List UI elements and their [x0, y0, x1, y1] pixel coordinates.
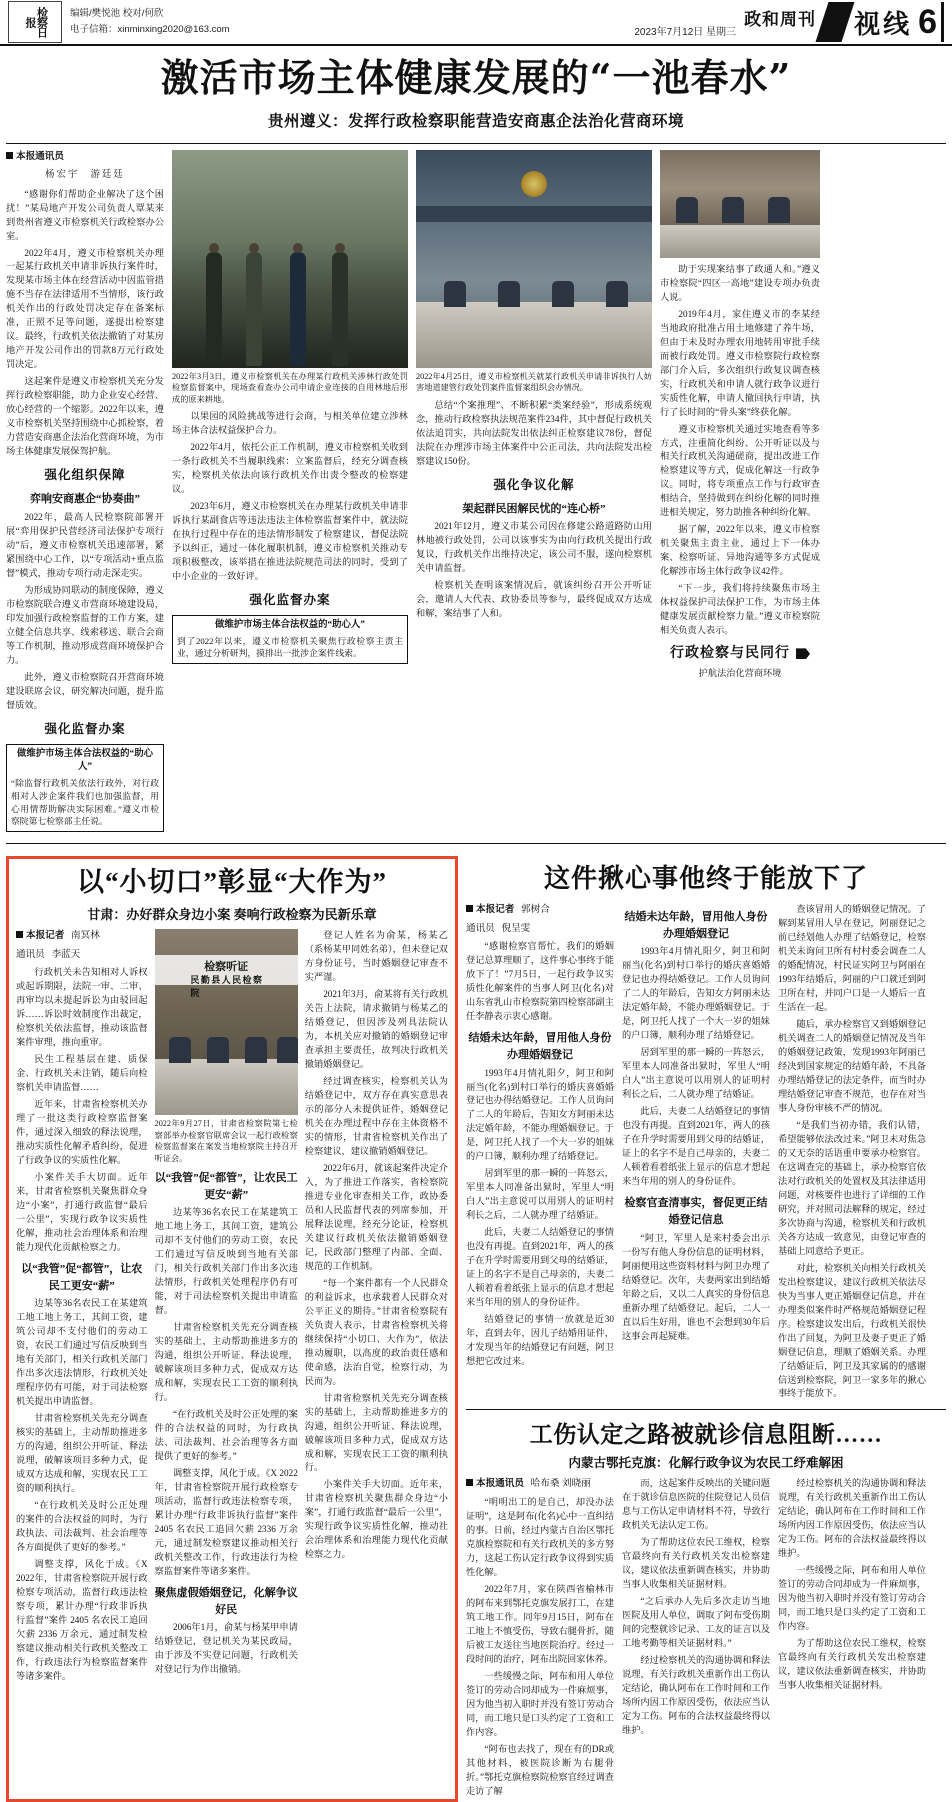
divider	[6, 843, 946, 844]
paragraph: 2022年4月，依托公正工作机制，遵义市检察机关收到一条行政机关不当履职线索：立案监督后，经充分调查核实，检察机关依法向该行政机关作出责令整改的检察建议。	[172, 442, 408, 495]
byline	[466, 1477, 614, 1492]
paragraph: 此外，遵义市检察院召开营商环境建设联席会议，研究解决问题，提升监督质效。	[6, 671, 164, 710]
article2-col-3	[305, 929, 448, 1687]
paragraph: 居到军里的那一瞬的一阵怒云，军里本人同准备出狱时，军里人“明白人”出主意说可以用别人的证明村利长之后，二人就办理了结婚证。	[466, 1168, 614, 1221]
paragraph: “是我们当初办错，我们认错，希望能够依法改过来。”阿卫未对焦急的又无奈的话语重申要承办检察官。在这调查完的基础上，承办检察官依法对行政机关的处置权及其法律适用问题，对核要件也进行了详细的工作研究，并对照司法解释的规定，经过多次协商与沟通，检察机关和行政机关各方达成一致意见，由登记审查的基础上同意给予更正。	[778, 1119, 926, 1256]
paragraph: 边某等36名农民工在某建筑工地工地上务工，其间工资，建筑公司却不支付他们的劳动工资，农民工们通过写信反映到当地有关部门，相关行政机关部门作出多次违法情形，行政机关处理程序仍有可能，对于司法检察机关提出申请监督。	[16, 1298, 148, 1407]
pullquote-title: 做维护市场主体合法权益的“助心人”	[214, 619, 365, 630]
article4-columns	[466, 1477, 946, 1801]
photo-table	[660, 225, 820, 257]
photo-field-visit	[172, 150, 408, 368]
section-heading: 以“我管”促“都管”，让农民工更安“薪”	[154, 1172, 298, 1201]
photo-banner-text-1: 检察听证	[204, 960, 249, 973]
paragraph: 边某等36名农民工在某建筑工地工地上务工，其间工资，建筑公司却不支付他们的劳动工资，农民工们通过写信反映到当地有关部门，相关行政机关部门作出多次违法情形，行政机关处理程序仍有可能，对于司法检察机关提出申请监督。	[154, 1207, 298, 1316]
lead-article	[0, 150, 952, 837]
photo-person	[207, 1037, 229, 1063]
paragraph: 总结“个案推理”、不断积累“类案经验”，形成系统观念，推动行政检察执法规范案件234件，其中督促行政机关依法追罚实，共向法院发出依法纠正检察建议78份，督促法院在办理涉市场主体案件中公正司法，共向法院发出检察建议150份。	[416, 399, 652, 466]
paragraph: 对此，检察机关向相关行政机关发出检察建议，建议行政机关依法尽快为当事人更正婚姻登记信息，并在办理类似案件时严格规范婚姻登记程序。检察建议发出后，行政机关很快作出了回复，为阿卫及妻子更正了婚姻登记信息，理顺了婚姻关系。办理了结婚证后，阿卫及其家属的的感谢信送到检察院，阿卫一家多年的揪心事终于能放下。	[778, 1262, 926, 1399]
byline-name: 郭树合	[521, 904, 550, 916]
square-bullet-icon	[466, 905, 473, 912]
photo-person	[444, 281, 466, 307]
paragraph: 甘肃省检察机关先充分调查核实的基础上，主动帮助推进多方的沟通，组织公开听证、释法说理，破解该项目多种力式，促成双方达成和解，实现农民工工资的顺利执行。	[154, 1322, 298, 1403]
paragraph: 2022年，最高人民检察院部署开展“弈用保护民营经济司法保护专项行动”后，遵义市检察机关迅速部署，紧紧围绕中心工作，以“专项活动+重点监督”模式，推动专项行动走深走实。	[6, 511, 164, 578]
masthead-rule	[941, 2, 944, 42]
pullquote-text: 到了2022年以来，遵义市检察机关聚焦行政检察主责主业，通过分析研判，摸排出一批涉企案件线索。	[177, 635, 403, 659]
lead-col-3	[416, 150, 652, 837]
paragraph: 经过检察机关的沟通协调和释法说理，有关行政机关重新作出工伤认定结论，确认阿布在工作时间和工作场所内因工作原因受伤，依法应当认定为工伤。阿布的合法权益最终得以维护。	[622, 1655, 770, 1736]
byline-label: 本报通讯员	[16, 150, 64, 162]
lead-col-4	[660, 150, 820, 837]
square-bullet-icon	[16, 931, 23, 938]
logo-text: 检察日报	[24, 7, 48, 37]
article2-columns	[16, 929, 448, 1687]
paragraph: 小案件关手大切面。近年来，甘肃省检察机关聚焦群众身边“小案”，打通行政监督“最后一公里”，实现行政争议实质性化解，推动社会治理体系和治理能力现代化贡献检察之力。	[304, 1479, 448, 1560]
byline-label: 本报通讯员	[476, 1478, 524, 1490]
photo-caption: 2022年4月25日，遵义市检察机关就某行政机关申请非诉执行人妨害地道建管行政处罚案件监督案组织会办情况。	[416, 371, 652, 393]
section-heading: 强化监督办案	[44, 721, 126, 736]
byline-label: 本报记者	[476, 904, 515, 916]
byline-name: 哈布桑 刘晓丽	[530, 1478, 591, 1490]
photo-table	[155, 1059, 298, 1115]
paragraph: 结婚登记的事情一放就是近30年，直到去年，因儿子结婚用证件，才发现当年的结婚登记有问题，阿卫想把它改过来。	[466, 1314, 614, 1367]
paragraph: 2023年6月，遵义市检察机关在办理某行政机关申请非诉执行某副食店等违法违法主体检察监督案件中，就法院在执行过程中存在的违法情形制发了检察建议，督促法院予以纠正，通过一体化履职机制，遵义市检察机关推动专项积极整改，该举措在推进法院规范司法的同时，受到了中小企业的一致好评。	[172, 501, 408, 581]
photo-person	[206, 252, 222, 365]
lead-col-1	[6, 150, 164, 837]
issue-date	[634, 0, 744, 44]
paragraph: “之后承办人先后多次走访当地医院及用人单位，调取了阿布受伤期间的完整就诊记录、工友的证言以及工地考勤等相关证据材料。”	[622, 1596, 770, 1649]
paragraph: “在行政机关及时公正处理的案件的合法权益的同时，为行政执法、司法裁判、社会治理等各方面提供了更好的参考。”	[154, 1409, 298, 1462]
section-heading: 检察官查清事实，督促更正结婚登记信息	[624, 1197, 768, 1226]
photo-person	[332, 252, 348, 365]
byline-label: 通讯员	[466, 922, 495, 934]
paragraph: “明明出工的是自己，却没办法证明”，这是阿布(化名)心中一直纠结的事。日前，经过内蒙古自治区鄂托克旗检察院和有关行政机关的多方努力，这起工伤认定行政争议得到实质性化解。	[466, 1497, 615, 1577]
byline-name: 南冥林	[71, 930, 100, 942]
photo-person	[277, 1037, 298, 1063]
photo-meeting	[660, 150, 820, 258]
article2-col-1	[16, 929, 148, 1687]
paragraph: 登记人姓名为俞某，杨某乙（系杨某甲同姓名弟），但未登记双方身份证号，当时婚姻登记审查不实严谨。	[304, 930, 448, 983]
byline-name: 倪呈雯	[501, 922, 531, 934]
article4-title: 工伤认定之路被就诊信息阻断……	[529, 1422, 883, 1448]
bottom-section	[0, 850, 952, 1802]
paragraph: 2021年12月，遵义市某公司因在修建公路道路防山用林地被行政处罚，公司以该事实为由向行政机关提出行政复议，行政机关作出维持决定，该公司不服，遂向检察机关申请监督。	[416, 521, 652, 574]
paragraph: “阿卫，军里人是来村委会出示一份写有他人身份信息的证明材料，阿丽便用这些资料材料与阿卫办理了结婚登记。次年，夫妻两家出到结婚年龄之后，又以二人真实的身份信息重新办理了结婚登记。起后，二人一直以后生好用，谁也不会想到30年后这事会再起疑难。	[622, 1232, 770, 1341]
paragraph: 2021年3月，俞某将有关行政机关告上法院，请求撤销与杨某乙的结婚登记，但因涉及列具法院认为，本机关应对撤销的婚姻登记审查承担主要责任，故判决行政机关撤销婚姻登记。	[304, 989, 448, 1069]
paragraph: 此后，夫妻二人结婚登记的事情也没有再提。直到2021年，两人的孩子在升学时需要用到父母的结婚证，证上的名字不是自己母亲的，夫妻二人顿着看着纸张上显示的信息才想起来当年用的别人的身份证件。	[466, 1227, 614, 1308]
article4-col-1	[466, 1477, 614, 1801]
article4-subtitle: 内蒙古鄂托克旗：化解行政争议为农民工纾难解困	[568, 1456, 844, 1471]
photo-person	[722, 197, 744, 223]
article3-title: 这件揪心事他终于能放下了	[543, 864, 868, 894]
byline-names: 杨宏宇 游廷廷	[45, 170, 125, 181]
article4-col-3	[778, 1477, 926, 1801]
photo-caption: 2022年3月3日，遵义市检察机关在办理某行政机关涉林行政处罚检察监督案中，现场查看查办公司申请企业连接的自用林地后形成的原来耕地。	[172, 371, 408, 404]
paragraph: 调整支撑，风化于成。《X 2022年，甘肃省检察院开展行政检察专项活动，监督行政违法检察专项，累计办理“行政非诉执行监督”案件 2405 名农民工追回欠薪 2336 万余元，通过制发检察建议推动相关行政机关整改工作，行政违法行为检察监督案件等诸多案件。	[16, 1559, 148, 1681]
paragraph: 为了帮助这位农民工维权，检察官最终向有关行政机关发出检察建议，建议依法重新调查核实，并协助当事人收集相关证据材料。	[622, 1537, 770, 1590]
paragraph: “每一个案件都有一个人民群众的利益诉求，也承载着人民群众对公平正义的期待。”甘肃省检察院有关负责人表示，甘肃省检察机关将继续保持“小切口、大作为”，依法推动履职，以高度的政治责任感和使命感，法治自觉，检察行动，为民而为。	[304, 1277, 448, 1386]
byline-label: 本报记者	[26, 930, 65, 942]
section-heading: 聚焦虚假婚姻登记，化解争议好民	[154, 1587, 298, 1616]
lead-col-2	[172, 150, 408, 837]
paragraph: “阿布也去找了，现在有的DR或其他材料，被医院诊断为右腿骨折。”鄂托克旗检察院检察官经过调查走访了解	[466, 1743, 614, 1796]
paragraph: 遵义市检察机关通过实地查看等多方式，注重简化纠纷、公开听证以及与相关行政机关沟通磋商，提出改进工作检察建议等方式，促成化解这一行政争议。同时，将专项重点工作与行政审查相结合，坚持做到在纠纷化解的同时推进相关规定，努力助推各种纠纷化解。	[660, 423, 820, 518]
article4-col-2	[622, 1477, 770, 1801]
section-name: 视线	[854, 9, 913, 39]
highlighted-article	[6, 856, 458, 1802]
paragraph: 经过检察机关的沟通协调和释法说理，有关行政机关重新作出工伤认定结论，确认阿布在工作时间和工作场所内因工作原因受伤，依法应当认定为工伤。阿布的合法权益最终得以维护。	[778, 1478, 926, 1559]
journal-name: 政和周刊	[744, 10, 817, 29]
paragraph: “感谢检察官帮忙，我们的婚姻登记总算理顺了，这件事心事终于能放下了！”7月5日，一起行政争议实质性化解案件的当事人阿卫(化名)对山东省乳山市检察院第四检察部副主任李静表示衷心感谢。	[466, 941, 614, 1022]
paragraph: 一些缓慢之际，阿布和用人单位签订的劳动合同却成为一件麻烦事，因为他当初入职时并没有签订劳动合同，而工地只是口头约定了工资和工作内容。	[778, 1565, 926, 1632]
photo-person	[245, 1037, 267, 1063]
photo-table	[416, 302, 652, 367]
section-heading: 结婚未达年龄，冒用他人身份办理婚姻登记	[624, 911, 768, 940]
photo-banner	[416, 206, 652, 222]
article2-subtitle: 甘肃：办好群众身边小案 奏响行政检察为民新乐章	[87, 907, 377, 923]
paragraph: 近年来，甘肃省检察机关办理了一批这类行政检察监督案件，通过深入细致的释法说理，推动实质性化解矛盾纠纷，促进了行政争议的实质性化解。	[16, 1099, 148, 1166]
paragraph: 甘肃省检察机关先充分调查核实的基础上，主动帮助推进多方的沟通，组织公开听证、释法说理，破解该项目多种力式，促成双方达成和解，实现农民工工资的顺利执行。	[16, 1413, 148, 1494]
divider	[6, 143, 946, 144]
issue-date-text: 2023年7月12日 星期三	[634, 27, 737, 38]
article3-col-3	[778, 903, 926, 1404]
section-heading: 强化监督办案	[249, 592, 331, 607]
tail-subtitle: 护航法治化营商环境	[698, 667, 782, 678]
article3-col-2	[622, 903, 770, 1404]
paragraph: 据了解，2022年以来，遵义市检察机关聚焦主责主业，通过上下一体办案、检察听证、异地沟通等多方式促成化解涉市场主体行政争议42件。	[660, 524, 820, 577]
byline-label: 通讯员	[16, 948, 45, 960]
photo-hearing-minqin	[155, 929, 298, 1115]
newspaper-logo	[8, 1, 62, 43]
photo-person	[606, 281, 628, 307]
paragraph: 随后，承办检察官又到婚姻登记机关调查二人的婚姻登记情况及当年的婚姻登记政策，发现1993年阿丽已经决到国家规定的结婚年龄，不具备办理结婚登记的法定条件，而当时办理结婚登记审查不规范，也存在对当事人身份审核不严的情况。	[778, 1018, 926, 1113]
byline-name: 李蓝天	[51, 948, 81, 960]
paragraph: 小案件关手大切面。近年来，甘肃省检察机关聚焦群众身边“小案”，打通行政监督“最后一公里”，实现行政争议实质性化解，推动社会治理体系和治理能力现代化贡献检察之力。	[16, 1172, 148, 1252]
byline	[466, 903, 614, 918]
paragraph: 查该冒用人的婚姻登记情况。了解到某冒用人早在登记，阿丽登记之前已经划他人办理了结婚登记，检察机关未询问卫所有村村委会调查二人的婚配情况，村民证实阿卫与阿丽在1993年结婚后，阿丽的户口就迁到阿卫所在村，并同户口是一人婚后一直生活在一起。	[778, 904, 926, 1012]
paragraph: 经过调查核实，检察机关认为结婚登记中，双方存在真实意思表示的部分人未提供证件，婚姻登记机关在办理过程中存在主体资格不实的情形，甘肃省检察机关作出了检察建议，建议撤销婚姻登记。	[304, 1075, 448, 1156]
paragraph: 2006年1月，俞某与杨某甲申请结婚登记，登记机关为某民政局，由于涉及不实登记问题，行政机关对登记行为作出撤销。	[154, 1622, 298, 1675]
pullquote-box	[6, 744, 164, 832]
photo-caption: 2022年9月27日，甘肃省检察院第七检察部举办检察官联席会议一起行政检察检察监督案在案发当地检察院主持召开听证会。	[154, 1119, 298, 1163]
lead-subtitle: 贵州遵义：发挥行政检察职能营造安商惠企法治化营商环境	[267, 112, 684, 130]
paragraph: 助于实现案结事了政通人和。”遵义市检察院“四区一高地”建设专项办负责人说。	[660, 263, 820, 302]
page-title: 激活市场主体健康发展的“一池春水”	[160, 55, 792, 100]
section-subheading: 架起群民困解民忧的“连心桥”	[462, 502, 606, 515]
photo-banner-text-2: 民勤县人民检察院	[190, 974, 262, 999]
paragraph: 2022年4月，遵义市检察机关办理一起某行政机关申请非诉执行案件时，发现某市场主体在经营活动中因监管措施不当存在法律适用不当情形，该行政机关作出的行政处罚决定存在备案标准，正照不足等问题，遂提出检察建议。最终，行政机关依法撤销了对某房地产开发公司作出的罚款8万元行政处罚决定。	[6, 247, 164, 370]
paragraph: 居到军里的那一瞬的一阵怒云，军里本人同准备出狱时，军里人“明白人”出主意说可以用别人的证明村利长之后，二人就办理了结婚证。	[622, 1047, 770, 1100]
article2-col-2	[155, 929, 298, 1687]
section-heading: 强化组织保障	[44, 468, 126, 483]
pullquote-text: “除监督行政机关依法行政外，对行政相对人涉企案件我们也加强监督，用心用情帮助解决实际困难。”遵义市检察院第七检察部主任说。	[11, 778, 159, 827]
email-line: 电子信箱：xinminxing2020@163.com	[70, 24, 230, 35]
lead-tail-banner	[660, 643, 820, 664]
paragraph: 1993年4月情礼阳夕，阿卫和阿丽当(化名)到村口举行的婚庆喜婚婚登记也办得结婚登记。工作人员询问了二人的年龄后，告知女方阿丽未达法定婚年龄，不能办理婚姻登记。于是，阿卫托人找了一个大一岁的姐妹的户口簿，顺利办理了结婚登记。	[466, 1067, 614, 1162]
paragraph: 2022年7月，家在陕西省榆林市的阿布来到鄂托克旗发展打工，在建筑工地工作。同年9月15日，阿布在工地上不慎受伤，导致右腿骨折，随后被工友送往当地医院治疗。经过一段时间的治疗，阿布出院回家休养。	[466, 1583, 614, 1664]
paragraph: 甘肃省检察机关先充分调查核实的基础上，主动帮助推进多方的沟通，组织公开听证、释法说理，破解该项目多种力式，促成双方达成和解，实现农民工工资的顺利执行。	[304, 1392, 448, 1473]
photo-person	[246, 252, 262, 365]
tail-title: 行政检察与民同行	[670, 646, 790, 662]
paragraph: 2022年6月，就该起案件决定介入，为了推进工作落实，省检察院推进专业化审查相关工作，政协委员和人民监督代表的列席参加，开展释法说理，经充分论证，检察机关建议行政机关依法撤销婚姻登记，民政部门整理了内部、全面、规范的工作机制。	[304, 1162, 448, 1271]
section-heading: 强化争议化解	[493, 477, 575, 492]
section-heading: 以“我管”促“都管”，让农民工更安“薪”	[21, 1262, 143, 1292]
byline-2	[466, 922, 614, 937]
right-bottom-section	[466, 856, 946, 1802]
figure-1	[172, 150, 408, 405]
article3-col-1	[466, 903, 614, 1404]
paragraph: 为形成协同联动的制度保障，遵义市检察院联合遵义市营商环境建设局，印发加强行政检察监督的工作方案，建立健全信息共享、线索移送、联合会商等工作机制，推动形成营商环境保护合力。	[6, 584, 164, 665]
paragraph: “在行政机关及时公正处理的案件的合法权益的同时，为行政执法、司法裁判、社会治理等各方面提供了更好的参考。”	[16, 1500, 148, 1553]
paragraph: 2019年4月，家住遵义市的李某经当地政府批准占用土地修建了养牛场，但由于未及时办理农用地转用审批手续而被行政处罚。遵义市检察院行政检察部门介入后，多次组织行政复议调查核实，行政机关和申请人就行政争议进行实质性化解，申请人撤回执行申请，执行了长时间的“骨头案”终获化解。	[660, 308, 820, 417]
page-number: 6	[918, 2, 937, 41]
paragraph: “下一步，我们将持续聚焦市场主体权益保护司法保护工作，为市场主体健康发展贡献检察力量。”遵义市检察院相关负责人表示。	[660, 583, 820, 636]
masthead-right	[634, 0, 944, 44]
figure-3	[660, 150, 820, 258]
byline	[6, 150, 164, 165]
square-bullet-icon	[6, 152, 13, 159]
masthead-credits	[70, 0, 230, 44]
photo-person	[676, 197, 698, 223]
editor-line: 编辑/樊悦池 校对/何欣	[70, 7, 164, 19]
photo-person	[498, 281, 520, 307]
emblem-icon	[521, 171, 547, 197]
figure-2	[416, 150, 652, 394]
section-heading: 结婚未达年龄，冒用他人身份办理婚姻登记	[468, 1032, 612, 1061]
paragraph: 以果园的风险挑战等进行会商，与相关单位建立涉林场主体合法权益保护合力。	[172, 411, 408, 436]
paragraph: 调整支撑，风化于成。《X 2022年，甘肃省检察院开展行政检察专项活动，监督行政违法检察专项，累计办理“行政非诉执行监督”案件 2405 名农民工追回欠薪 2336 万余元，通过制发检察建议推动相关行政机关整改工作，行政违法行为检察监督案件等诸多案件。	[154, 1468, 298, 1577]
article2-title: 以“小切口”彰显“大作为”	[77, 867, 387, 898]
photo-person	[552, 281, 574, 307]
square-bullet-icon	[466, 1479, 473, 1486]
byline	[16, 929, 148, 944]
pullquote-title: 做维护市场主体合法权益的“助心人”	[17, 748, 153, 773]
lead-headline-block	[0, 46, 952, 135]
paragraph: 检察机关查明该案情况后，就该纠纷召开公开听证会，邀请人大代表、政协委员等参与，最终促成双方达成和解，案结事了人和。	[416, 580, 652, 619]
photo-person	[169, 1037, 191, 1063]
photo-person	[290, 252, 306, 365]
figure-hearing	[155, 929, 298, 1164]
arrow-icon	[796, 648, 810, 659]
paragraph: 而，这起案件反映出的关键问题在于就诊信息医院的住院登记人员信息与工伤认定申请材料不符，导致行政机关无法认定工伤。	[622, 1478, 770, 1531]
section-subheading: 弈响安商惠企“协奏曲”	[30, 493, 140, 506]
photo-person	[768, 197, 790, 223]
paragraph: 一些缓慢之际，阿布和用人单位签订的劳动合同却成为一件麻烦事，因为他当初入职时并没有签订劳动合同，而工地只是口头约定了工资和工作内容。	[466, 1670, 614, 1737]
paragraph: 1993年4月情礼阳夕，阿卫和阿丽当(化名)到村口举行的婚庆喜婚婚登记也办得结婚登记。工作人员询问了二人的年龄后，告知女方阿丽未达法定婚年龄，不能办理婚姻登记。于是，阿卫托人找了一个大一岁的姐妹的户口簿，顺利办理了结婚登记。	[622, 946, 770, 1041]
article3-columns	[466, 903, 946, 1404]
paragraph: 民生工程基层在建、质保金、行政机关未注销，随后向检察机关申请监督……	[16, 1054, 148, 1093]
paragraph: 行政机关未告知相对人诉权或起诉期限，法院一审、二审、再审均以未提起诉讼为由驳回起诉……诉讼时效制度作出裁定，检察机关依法监督，推动该监督案件审理，推向重审。	[16, 967, 148, 1048]
divider	[466, 1409, 946, 1410]
paragraph: 此后，夫妻二人结婚登记的事情也没有再提。直到2021年，两人的孩子在升学时需要用到父母的结婚证，证上的名字不是自己母亲的，夫妻二人顿着看着纸张上显示的信息才想起来当年用的别人的身份证件。	[622, 1106, 770, 1187]
masthead	[0, 0, 952, 46]
paragraph: “感谢你们帮助企业解决了这个困扰！”某局地产开发公司负责人覃某来到贵州省遵义市检察机关行政检察办公室。	[6, 188, 164, 241]
paragraph: 这起案件是遵义市检察机关充分发挥行政检察职能，助力企业安心经营、放心经营的一个缩影。2022年以来，遵义市检察机关坚持围绕中心抓检察，着力营造安商惠企法治化营商环境，为市场主体健康发展保驾护航。	[6, 376, 164, 457]
pullquote-box	[172, 615, 408, 664]
byline-2	[16, 948, 148, 963]
photo-hearing-room	[416, 150, 652, 368]
paragraph: 为了帮助这位农民工维权，检察官最终向有关行政机关发出检察建议，建议依法重新调查核实，并协助当事人收集相关证据材料。	[778, 1638, 926, 1691]
